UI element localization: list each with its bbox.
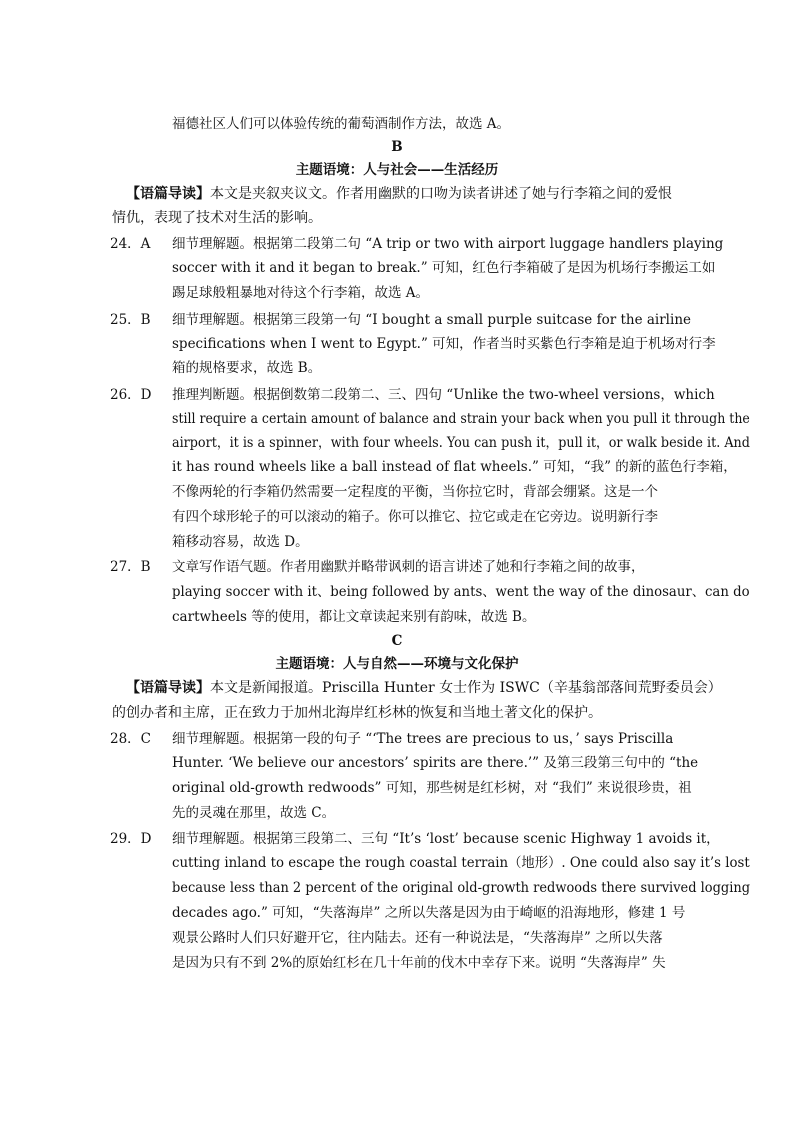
question-24-line-2: soccer with it and it began to break.” 可知，红色行李箱破了是因为机场行李搬运工如 bbox=[172, 260, 716, 276]
question-26-line-5: 不像两轮的行李箱仍然需要一定程度的平衡，当你拉它时，背部会绷紧。这是一个 bbox=[172, 484, 658, 500]
question-29-line-4: decades ago.” 可知，“失落海岸” 之所以失落是因为由于崎岖的沿海地形，修建 1 号 bbox=[172, 905, 686, 921]
question-26-line-7: 箱移动容易，故选 D。 bbox=[172, 534, 309, 550]
section-c-intro-line-1: 【语篇导读】本文是新闻报道。Priscilla Hunter 女士作为 ISWC（辛基翁部落间荒野委员会） bbox=[126, 680, 722, 696]
section-b-theme: 主题语境：人与社会——生活经历 bbox=[295, 162, 499, 178]
question-24-number: 24．A bbox=[110, 236, 151, 252]
question-29-line-2: cutting inland to escape the rough coastal terrain（地形）. One could also say it’s lost bbox=[172, 855, 750, 871]
question-28-line-4: 先的灵魂在那里，故选 C。 bbox=[172, 805, 336, 821]
section-a-tail: 福德社区人们可以体验传统的葡萄酒制作方法，故选 A。 bbox=[172, 116, 511, 132]
question-26-line-1: 推理判断题。根据倒数第二段第二、三、四句 “Unlike the two-wheel versions，which bbox=[172, 387, 715, 403]
question-25-line-1: 细节理解题。根据第三段第一句 “I bought a small purple suitcase for the airline bbox=[172, 312, 691, 328]
question-26-line-2: still require a certain amount of balance and strain your back when you pull it through the bbox=[172, 411, 750, 427]
question-28-line-3: original old-growth redwoods” 可知，那些树是红杉树，对 “我们” 来说很珍贵，祖 bbox=[172, 780, 692, 796]
question-25-number: 25．B bbox=[110, 312, 151, 328]
question-24-line-3: 踢足球般粗暴地对待这个行李箱，故选 A。 bbox=[172, 285, 430, 301]
question-26-line-4: it has round wheels like a ball instead of flat wheels.” 可知，“我” 的新的蓝色行李箱， bbox=[172, 459, 737, 475]
question-27-number: 27．B bbox=[110, 559, 151, 575]
question-26-number: 26．D bbox=[110, 387, 152, 403]
question-28-number: 28．C bbox=[110, 731, 152, 747]
section-c-theme: 主题语境：人与自然——环境与文化保护 bbox=[275, 656, 519, 672]
question-25-line-2: specifications when I went to Egypt.” 可知，作者当时买紫色行李箱是迫于机场对行李 bbox=[172, 336, 716, 352]
question-29-line-3: because less than 2 percent of the original old-growth redwoods there survived logging bbox=[172, 880, 751, 896]
question-27-line-1: 文章写作语气题。作者用幽默并略带讽刺的语言讲述了她和行李箱之间的故事， bbox=[172, 559, 645, 575]
section-b-intro-line-1: 【语篇导读】本文是夹叙夹议文。作者用幽默的口吻为读者讲述了她与行李箱之间的爱恨 bbox=[126, 186, 672, 202]
question-28-line-1: 细节理解题。根据第一段的句子 “‘The trees are precious to us，’ says Priscilla bbox=[172, 731, 674, 747]
section-c-letter: C bbox=[391, 633, 403, 649]
question-29-line-1: 细节理解题。根据第三段第二、三句 “It’s ‘lost’ because scenic Highway 1 avoids it， bbox=[172, 831, 720, 847]
question-27-line-2: playing soccer with it、being followed by ants、went the way of the dinosaur、can do bbox=[172, 584, 750, 600]
section-c-intro-label: 【语篇导读】 bbox=[126, 680, 210, 696]
question-24-line-1: 细节理解题。根据第二段第二句 “A trip or two with airport luggage handlers playing bbox=[172, 236, 724, 252]
section-b-intro-label: 【语篇导读】 bbox=[126, 186, 210, 202]
section-b-intro-line-2: 情仇，表现了技术对生活的影响。 bbox=[112, 210, 322, 226]
question-28-line-2: Hunter. ‘We believe our ancestors’ spirits are there.’” 及第三段第三句中的 “the bbox=[172, 755, 699, 771]
section-c-intro-line-2: 的创办者和主席，正在致力于加州北海岸红杉林的恢复和当地土著文化的保护。 bbox=[112, 705, 602, 721]
section-b-letter: B bbox=[391, 139, 403, 155]
question-25-line-3: 箱的规格要求，故选 B。 bbox=[172, 360, 322, 376]
question-29-line-6: 是因为只有不到 2%的原始红杉在几十年前的伐木中幸存下来。说明 “失落海岸” 失 bbox=[172, 955, 666, 971]
question-27-line-3: cartwheels 等的使用，都让文章读起来别有韵味，故选 B。 bbox=[172, 609, 536, 625]
question-26-line-6: 有四个球形轮子的可以滚动的箱子。你可以推它、拉它或走在它旁边。说明新行李 bbox=[172, 509, 658, 525]
question-26-line-3: airport，it is a spinner，with four wheels. You can push it，pull it，or walk beside it. And bbox=[172, 435, 750, 451]
question-29-number: 29．D bbox=[110, 831, 152, 847]
question-29-line-5: 观景公路时人们只好避开它，往内陆去。还有一种说法是，“失落海岸” 之所以失落 bbox=[172, 930, 663, 946]
